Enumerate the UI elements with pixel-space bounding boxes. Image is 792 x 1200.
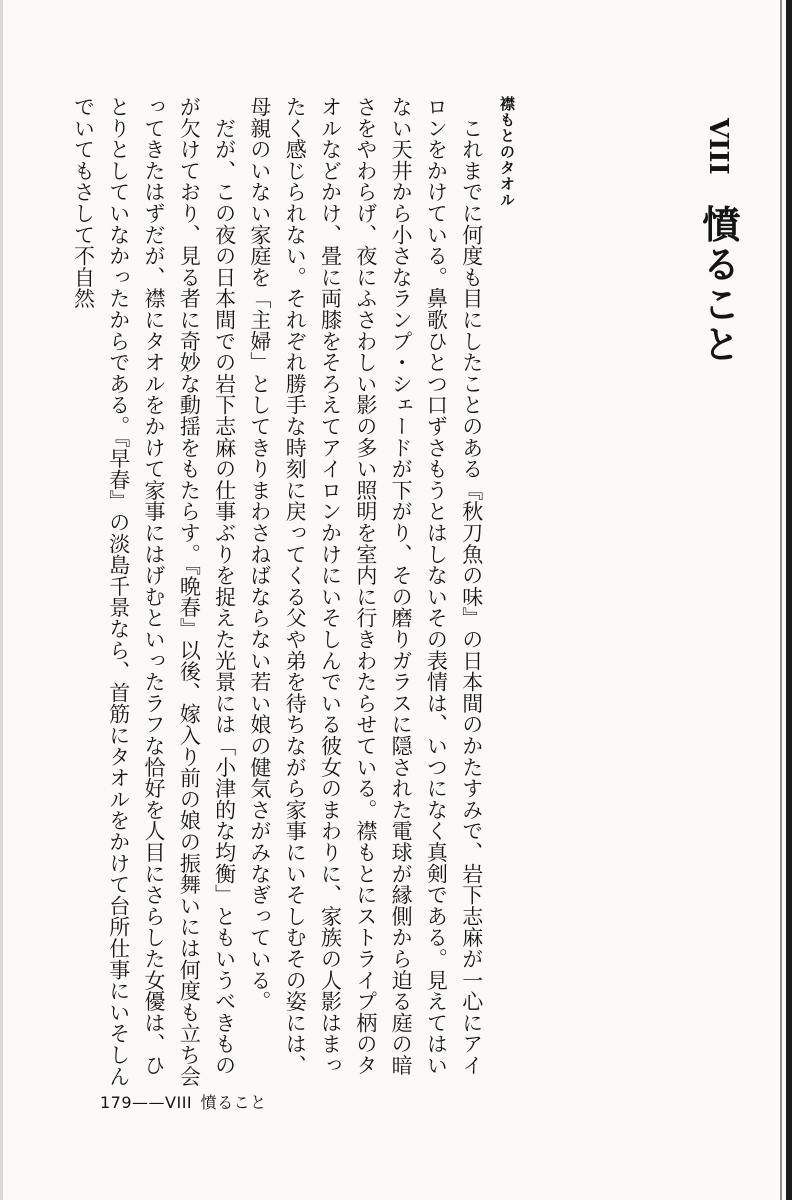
running-head-number: VIII	[165, 1093, 193, 1112]
running-head-title: 憤ること	[200, 1093, 267, 1112]
page-edge-shadow	[780, 0, 782, 1200]
paragraph-1: これまでに何度も目にしたことのある『秋刀魚の味』の日本間のかたすみで、岩下志麻が一心にアイロンをかけている。鼻歌ひとつ口ずさもうとはしないその表情は、いつになく真剣である。見えてはいない天井から小さなランプ・シェードが下がり、その磨りガラスに隠された電球が縁側から迫る庭の暗さをやわらげ、夜にふさわしい影の多い照明を室内に行きわたらせている。襟もとにストライプ柄のタオルなどかけ、畳に両膝をそろえてアイロンかけにいそしんでいる彼女のまわりに、家族の人影はまったく感じられない。それぞれ勝手な時刻に戻ってくる父や弟を待ちながら家事にいそしむその姿には、母親のいない家庭を「主婦」としてきりまわさねばならない若い娘の健気さがみなぎっている。	[247, 96, 484, 1076]
page-edge-right	[786, 0, 792, 1200]
footer-separator: ——	[132, 1093, 166, 1112]
page-edge-left	[0, 0, 3, 1200]
section-subheading: 襟もとのタオル	[498, 96, 516, 208]
body-text	[65, 96, 524, 1088]
page-number: 179	[100, 1093, 133, 1112]
chapter-heading	[688, 118, 748, 365]
chapter-number: VIII	[703, 118, 733, 175]
paragraph-2: だが、この夜の日本間での岩下志麻の仕事ぶりを捉えた光景には「小津的な均衡」ともいうべきものが欠けており、見る者に奇妙な動揺をもたらす。『晩春』以後、嫁入り前の娘の振舞いには何度も立ち会ってきたはずだが、襟にタオルをかけて家事にはげむといったラフな恰好を人目にさらした女優は、ひとりとしていなかったからである。『早春』の淡島千景なら、首筋にタオルをかけて台所仕事にいそしんでいてもさして不自然	[71, 96, 237, 1087]
page-footer	[100, 1090, 267, 1113]
chapter-title: 憤ること	[696, 204, 741, 365]
